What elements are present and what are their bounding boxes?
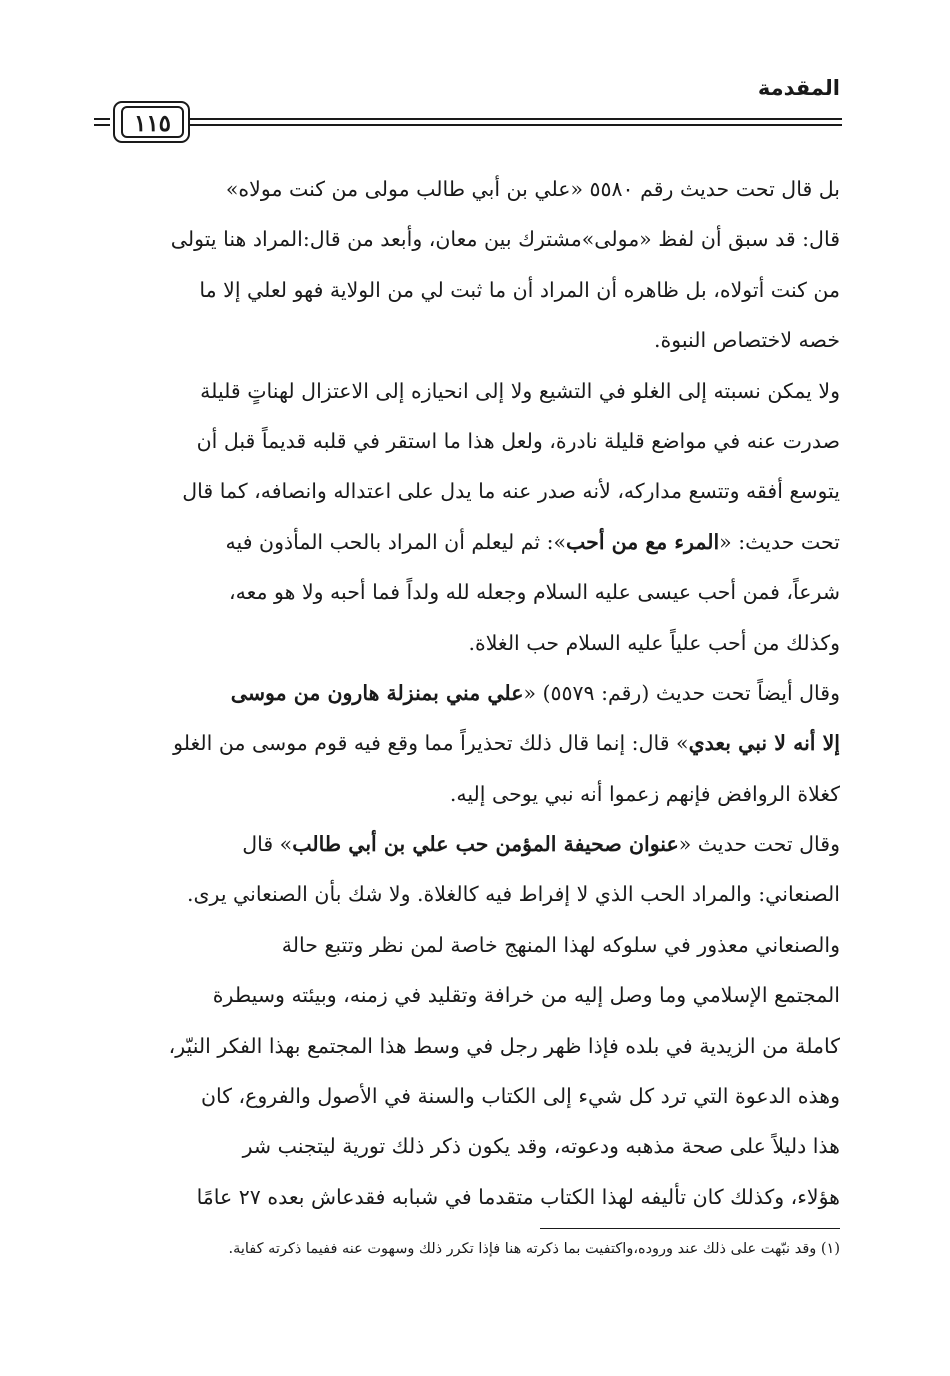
- body-line: [104, 819, 840, 869]
- body-line: وهذه الدعوة التي ترد كل شيء إلى الكتاب والسنة في الأصول والفروع، كان: [200, 1084, 840, 1109]
- body-text-fragment: »: ثم ليعلم أن المراد بالحب المأذون فيه: [225, 529, 567, 554]
- body-line: يتوسع أفقه وتتسع مداركه، لأنه صدر عنه ما يدل على اعتداله وانصافه، كما قال: [182, 479, 840, 504]
- body-line: قال: قد سبق أن لفظ «مولى»مشترك بين معان، وأبعد من قال:المراد هنا يتولى: [170, 227, 840, 252]
- page-header-title: المقدمة: [757, 76, 840, 100]
- body-line: كغلاة الروافض فإنهم زعموا أنه نبي يوحى إليه.: [449, 781, 840, 806]
- body-text-fragment: » قال: [242, 832, 293, 857]
- body-text-fragment: » قال: إنما قال ذلك تحذيراً مما وقع فيه قوم موسى من الغلو: [173, 731, 689, 756]
- body-text-fragment: تحت حديث: «: [719, 529, 840, 554]
- page-number: ١١٥: [121, 106, 184, 138]
- page-number-frame: [113, 101, 190, 143]
- hadith-quote: إلا أنه لا نبي بعدي: [688, 731, 840, 756]
- main-body-text: [104, 164, 840, 1210]
- body-line: [104, 517, 840, 567]
- body-line: هؤلاء، وكذلك كان تأليفه لهذا الكتاب متقدما في شبابه فقدعاش بعده ٢٧ عامًا: [196, 1184, 840, 1209]
- body-line: صدرت عنه في مواضع قليلة نادرة، ولعل هذا ما استقر في قلبه قديماً قبل أن: [196, 428, 840, 453]
- body-line: الصنعاني: والمراد الحب الذي لا إفراط فيه كالغلاة. ولا شك بأن الصنعاني يرى.: [186, 882, 840, 907]
- body-line: وكذلك من أحب علياً عليه السلام حب الغلاة.: [468, 630, 840, 655]
- footnote-divider: [540, 1228, 840, 1229]
- hadith-quote: عنوان صحيفة المؤمن حب علي بن أبي طالب: [292, 832, 679, 857]
- body-line: [104, 668, 840, 718]
- header-rule-bottom: [190, 124, 842, 126]
- body-line: ولا يمكن نسبته إلى الغلو في التشيع ولا إلى انحيازه إلى الاعتزال لهناتٍ قليلة: [200, 378, 840, 403]
- body-line: من كنت أتولاه، بل ظاهره أن المراد أن ما ثبت لي من الولاية فهو لعلي إلا ما: [199, 277, 840, 302]
- body-text-fragment: وقال أيضاً تحت حديث (رقم: ٥٥٧٩) «: [523, 680, 840, 705]
- body-line: المجتمع الإسلامي وما وصل إليه من خرافة وتقليد في زمنه، وبيئته وسيطرة: [212, 983, 840, 1008]
- body-text-fragment: وقال تحت حديث «: [678, 832, 840, 857]
- footnote-text: (١) وقد نبّهت على ذلك عند وروده،واكتفيت بما ذكرته هنا فإذا تكرر ذلك وسهوت عنه ففيما ذكرته كفاية.: [228, 1241, 840, 1257]
- hadith-quote: المرء مع من أحب: [566, 529, 720, 554]
- body-line: بل قال تحت حديث رقم ٥٥٨٠ «علي بن أبي طالب مولى من كنت مولاه»: [225, 177, 840, 201]
- hadith-quote: علي مني بمنزلة هارون من موسى: [230, 680, 524, 705]
- header-rule-left-bottom: [94, 124, 110, 126]
- header-rule-left-top: [94, 118, 110, 120]
- header-rule-top: [190, 118, 842, 120]
- body-line: والصنعاني معذور في سلوكه لهذا المنهج خاصة لمن نظر وتتبع حالة: [281, 932, 840, 957]
- body-line: كاملة من الزيدية في بلده فإذا ظهر رجل في وسط هذا المجتمع بهذا الفكر النيّر،: [168, 1033, 840, 1058]
- body-line: خصه لاختصاص النبوة.: [654, 328, 840, 353]
- body-line: [104, 718, 840, 768]
- body-line: هذا دليلاً على صحة مذهبه ودعوته، وقد يكون ذكر ذلك تورية ليتجنب شر: [242, 1134, 840, 1159]
- body-line: شرعاً، فمن أحب عيسى عليه السلام وجعله لله ولداً فما أحبه ولا هو معه،: [229, 580, 840, 605]
